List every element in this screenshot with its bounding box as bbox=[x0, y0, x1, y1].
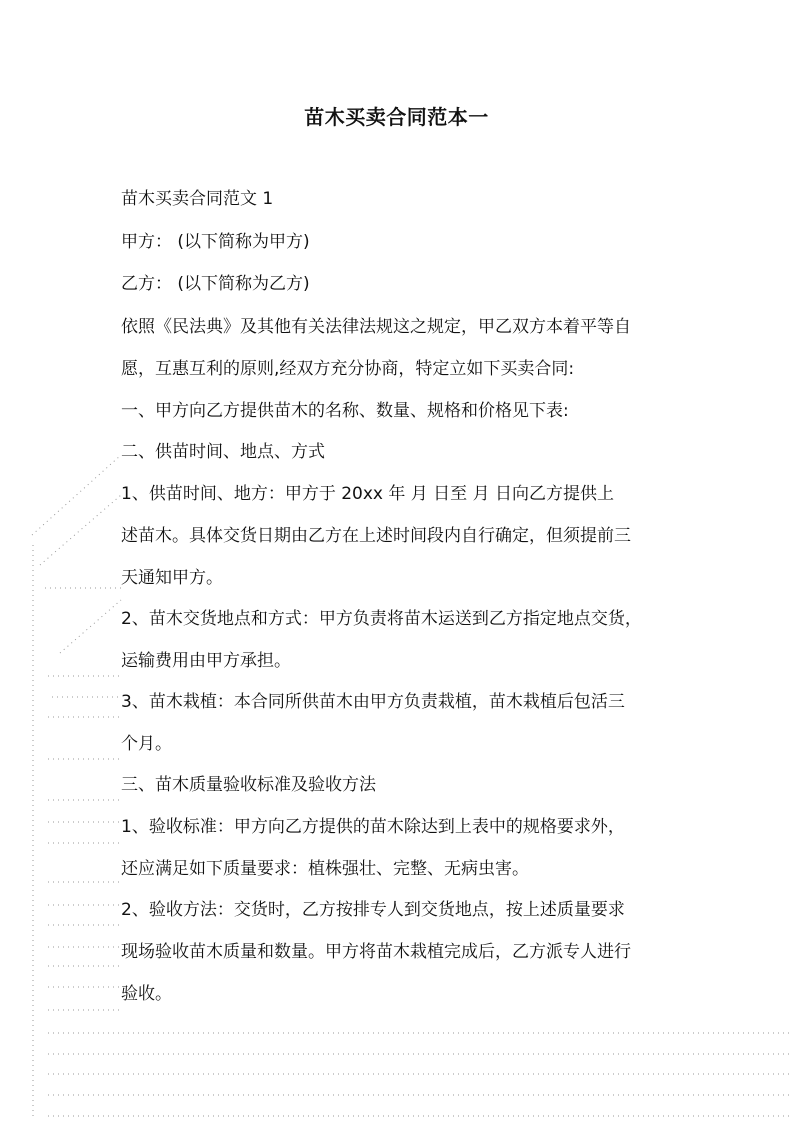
text-line: 还应满足如下质量要求：植株强壮、完整、无病虫害。 bbox=[121, 859, 529, 879]
text-line: 验收。 bbox=[121, 984, 172, 1004]
text-line: 2、验收方法：交货时，乙方按排专人到交货地点，按上述质量要求 bbox=[121, 900, 625, 920]
text-line: 现场验收苗木质量和数量。甲方将苗木栽植完成后，乙方派专人进行 bbox=[121, 942, 631, 962]
text-line: 苗木买卖合同范文 1 bbox=[121, 189, 274, 209]
text-line: 乙方： (以下简称为乙方) bbox=[121, 274, 310, 294]
text-line: 三、苗木质量验收标准及验收方法 bbox=[121, 775, 376, 795]
text-line: 一、甲方向乙方提供苗木的名称、数量、规格和价格见下表: bbox=[121, 401, 569, 421]
text-line: 个月。 bbox=[121, 734, 172, 754]
text-line: 愿，互惠互利的原则,经双方充分协商，特定立如下买卖合同: bbox=[121, 359, 575, 379]
text-line: 甲方： (以下简称为甲方) bbox=[121, 232, 310, 252]
text-line: 3、苗木栽植：本合同所供苗木由甲方负责栽植，苗木栽植后包活三 bbox=[121, 692, 625, 712]
text-line: 1、供苗时间、地方：甲方于 20xx 年 月 日至 月 日向乙方提供上 bbox=[121, 484, 614, 504]
text-line: 二、供苗时间、地点、方式 bbox=[121, 442, 325, 462]
text-line: 依照《民法典》及其他有关法律法规这之规定，甲乙双方本着平等自 bbox=[121, 317, 631, 337]
text-line: 运输费用由甲方承担。 bbox=[121, 651, 291, 671]
text-line: 述苗木。具体交货日期由乙方在上述时间段内自行确定，但须提前三 bbox=[121, 526, 631, 546]
text-line: 天通知甲方。 bbox=[121, 568, 223, 588]
document-title: 苗木买卖合同范本一 bbox=[304, 105, 489, 129]
text-line: 1、验收标准：甲方向乙方提供的苗木除达到上表中的规格要求外， bbox=[121, 817, 625, 837]
text-line: 2、苗木交货地点和方式：甲方负责将苗木运送到乙方指定地点交货， bbox=[121, 609, 642, 629]
